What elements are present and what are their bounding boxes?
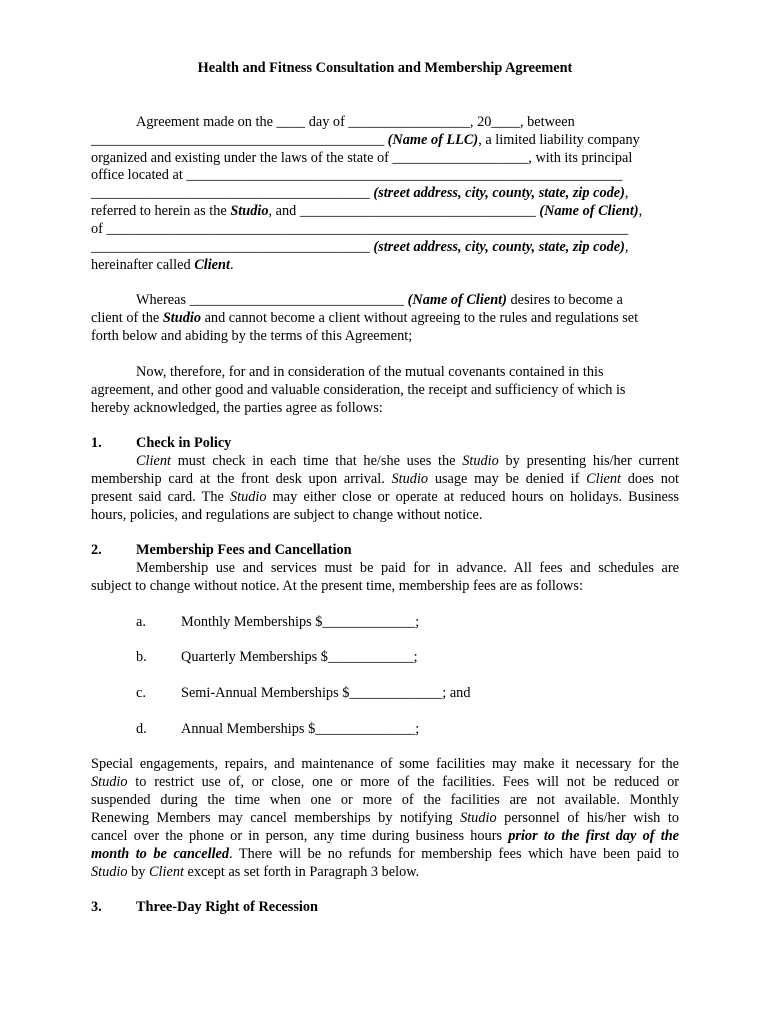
- address-label: (street address, city, county, state, zip code): [373, 185, 625, 201]
- whereas-line-1: [136, 291, 623, 309]
- intro-line-7: of _________________________________________________________________________: [91, 221, 629, 237]
- intro-line-3: organized and existing under the laws of the state of ___________________, with its principal: [91, 150, 633, 166]
- text-run: referred to herein as the: [91, 203, 231, 219]
- client-term: Client: [586, 471, 622, 487]
- fee-item-annual: Annual Memberships $______________;: [181, 721, 420, 737]
- text-run: . There will be no refunds for membership fees which have been paid to: [229, 846, 679, 862]
- section-2-number: 2.: [91, 542, 102, 558]
- client-name-label: (Name of Client): [539, 203, 639, 219]
- text-run: ,: [638, 203, 643, 219]
- section-3-number: 3.: [91, 899, 102, 915]
- studio-term: Studio: [462, 453, 499, 469]
- emphasis-text: prior to the first day of the: [508, 828, 679, 844]
- fee-item-letter: c.: [136, 685, 146, 701]
- text-run: personnel of his/her wish to: [496, 810, 680, 826]
- text-run: Renewing Members may cancel memberships by notifying: [91, 810, 461, 826]
- text-run: except as set forth in Paragraph 3 below.: [183, 864, 420, 880]
- section-1-line-2: [91, 470, 679, 488]
- fee-item-letter: d.: [136, 721, 147, 737]
- section-3-heading: Three-Day Right of Recession: [136, 899, 318, 915]
- text-run: cancel over the phone or in person, any time during business hours: [91, 828, 509, 844]
- intro-line-4: office located at _____________________________________________________________: [91, 167, 623, 183]
- section-1-line-4: hours, policies, and regulations are subject to change without notice.: [91, 507, 483, 523]
- whereas-line-3: forth below and abiding by the terms of this Agreement;: [91, 328, 413, 344]
- fee-item-semi-annual: Semi-Annual Memberships $_____________; and: [181, 685, 471, 701]
- intro-line-2: [91, 131, 640, 149]
- studio-term: Studio: [460, 810, 497, 826]
- emphasis-text: month to be cancelled: [91, 846, 230, 862]
- section-2-para-line-7: [91, 863, 419, 881]
- text-run: , and _________________________________: [268, 203, 540, 219]
- section-2-para-line-4: [91, 809, 679, 827]
- text-run: usage may be denied if: [428, 471, 587, 487]
- section-2-heading: Membership Fees and Cancellation: [136, 542, 352, 558]
- text-run: , a limited liability company: [478, 132, 640, 148]
- text-run: hereinafter called: [91, 257, 195, 273]
- text-run: client of the: [91, 310, 163, 326]
- text-run: .: [229, 257, 234, 273]
- blank-text: _______________________________________: [91, 185, 374, 201]
- section-1-line-3: [91, 488, 679, 506]
- address-label: (street address, city, county, state, zip code): [373, 239, 625, 255]
- whereas-line-2: [91, 309, 638, 327]
- text-run: may either close or operate at reduced hours on holidays. Business: [266, 489, 679, 505]
- fee-item-monthly: Monthly Memberships $_____________;: [181, 614, 420, 630]
- text-run: membership card at the front desk upon arrival.: [91, 471, 392, 487]
- section-2-line-1: Membership use and services must be paid for in advance. All fees and schedules are: [136, 560, 679, 576]
- fee-item-quarterly: Quarterly Memberships $____________;: [181, 649, 418, 665]
- client-name-label: (Name of Client): [407, 292, 507, 308]
- section-1-heading: Check in Policy: [136, 435, 232, 451]
- studio-term: Studio: [91, 774, 128, 790]
- client-term: Client: [136, 453, 171, 469]
- text-run: ,: [624, 239, 629, 255]
- studio-term: Studio: [391, 471, 429, 487]
- now-line-3: hereby acknowledged, the parties agree as follows:: [91, 400, 383, 416]
- blank-text: _______________________________________: [91, 239, 374, 255]
- text-run: by presenting his/her current: [498, 453, 679, 469]
- now-line-2: agreement, and other good and valuable consideration, the receipt and sufficiency of which is: [91, 382, 626, 398]
- section-2-para-line-5: [91, 827, 679, 845]
- text-run: ,: [624, 185, 629, 201]
- section-2-para-line-6: [91, 845, 679, 863]
- text-run: to restrict use of, or close, one or more of the facilities. Fees will not be reduced or: [127, 774, 679, 790]
- intro-line-6: [91, 202, 642, 220]
- section-2-para-line-1: Special engagements, repairs, and maintenance of some facilities may make it necessary for the: [91, 756, 679, 772]
- intro-line-8: [91, 238, 628, 256]
- text-run: present said card. The: [91, 489, 230, 505]
- text-run: desires to become a: [506, 292, 623, 308]
- now-line-1: Now, therefore, for and in consideration of the mutual covenants contained in this: [136, 364, 604, 380]
- intro-line-1: Agreement made on the ____ day of _________________, 20____, between: [136, 114, 575, 130]
- blank-text: _________________________________________: [91, 132, 388, 148]
- document-title: Health and Fitness Consultation and Membership Agreement: [197, 60, 573, 76]
- studio-term: Studio: [230, 203, 269, 219]
- section-1-line-1: [136, 452, 679, 470]
- section-2-para-line-3: suspended during the time when one or more of the facilities are not available. Monthly: [91, 792, 679, 808]
- intro-line-5: [91, 184, 628, 202]
- section-1-number: 1.: [91, 435, 102, 451]
- text-run: and cannot become a client without agreeing to the rules and regulations set: [201, 310, 639, 326]
- client-term: Client: [149, 864, 184, 880]
- text-run: must check in each time that he/she uses the: [170, 453, 463, 469]
- fee-item-letter: b.: [136, 649, 147, 665]
- studio-term: Studio: [91, 864, 128, 880]
- text-run: Whereas ______________________________: [136, 292, 408, 308]
- intro-line-9: [91, 256, 234, 274]
- text-run: does not: [621, 471, 680, 487]
- text-run: by: [127, 864, 149, 880]
- client-term: Client: [194, 257, 230, 273]
- studio-term: Studio: [230, 489, 267, 505]
- section-2-line-2: subject to change without notice. At the present time, membership fees are as follows:: [91, 578, 583, 594]
- fee-item-letter: a.: [136, 614, 146, 630]
- section-2-para-line-2: [91, 773, 679, 791]
- studio-term: Studio: [162, 310, 202, 326]
- llc-name-label: (Name of LLC): [387, 132, 479, 148]
